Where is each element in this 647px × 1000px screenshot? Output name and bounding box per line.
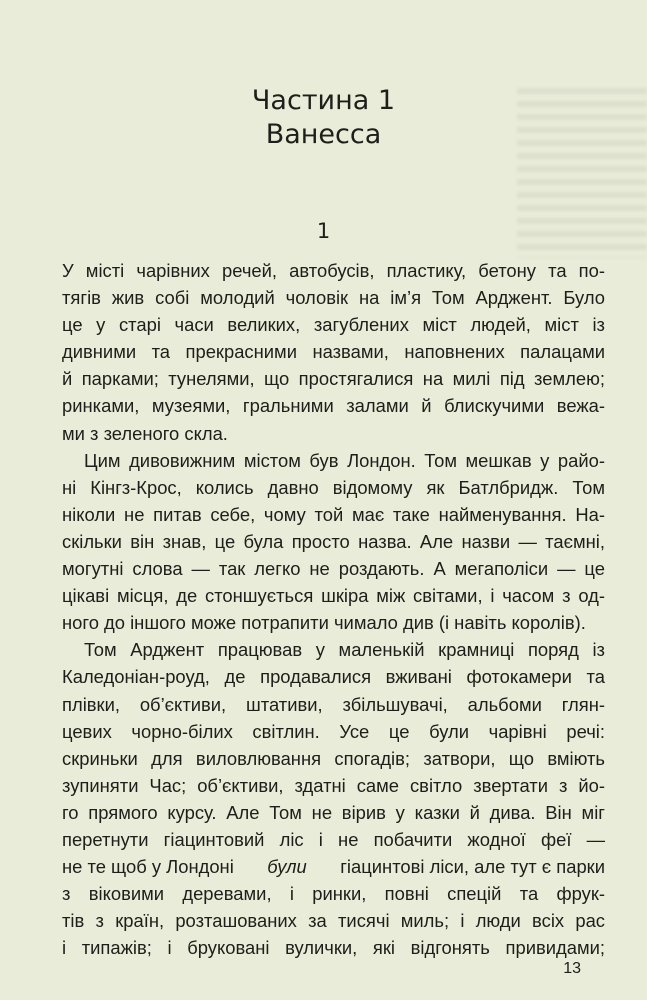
text-line: й парками; тунелями, що простягалися на милі під землею; — [62, 368, 605, 390]
chapter-number: 1 — [316, 219, 331, 243]
text-line: тягів жив собі молодий чоловік на ім’я Том Арджент. Було — [62, 287, 605, 309]
text-line: плівки, об’єктиви, штативи, збільшувачі, альбоми глян- — [62, 693, 605, 715]
text-line: дивними та прекрасними назвами, наповнених палацами — [62, 341, 605, 363]
text-line: цевих чорно-білих світлин. Усе це були чарівні речі: — [62, 720, 605, 742]
text-line: це у старі часи великих, загублених міст людей, міст із — [62, 314, 605, 336]
text-segment: гіацинтові ліси, але тут є парки — [340, 856, 605, 878]
text-line: перетнути гіацинтовий ліс і не побачити жодної феї — — [62, 828, 605, 850]
text-line: ми з зеленого скла. — [62, 422, 228, 444]
text-line: і типажів; і бруковані вулички, які відгонять привидами; — [62, 937, 605, 959]
page-number: 13 — [563, 960, 581, 977]
text-line — [62, 853, 605, 880]
body-text — [62, 257, 605, 961]
text-line: ного до іншого може потрапити чимало див (і навіть королів). — [62, 612, 586, 634]
text-line: тів з країн, розташованих за тисячі миль; і люди всіх рас — [62, 910, 605, 932]
text-line: з віковими деревами, і ринки, повні спецій та фрук- — [62, 883, 605, 905]
text-line: могутні слова — так легко не роздають. А мегаполіси — це — [62, 558, 605, 580]
text-line: ринками, музеями, гральними залами й блискучими вежа- — [62, 395, 605, 417]
text-line: ні Кінгз-Крос, колись давно відомому як Батлбридж. Том — [62, 476, 605, 498]
text-line: скриньки для виловлювання спогадів; затвори, що вміють — [62, 747, 605, 769]
text-line: цікаві місця, де стоншується шкіра між світами, і часом з од- — [62, 585, 605, 607]
text-segment: не те щоб у Лондоні — [62, 856, 234, 878]
part-title: Частина 1 — [251, 85, 396, 116]
part-subtitle: Ванесса — [265, 119, 382, 150]
text-line: зупиняти Час; об’єктиви, здатні саме світло звертати з йо- — [62, 774, 605, 796]
text-line: скільки він знав, це була просто назва. Але назви — таємні, — [62, 530, 605, 552]
text-line: У місті чарівних речей, автобусів, пластику, бетону та по- — [62, 260, 605, 281]
text-line: го прямого курсу. Але Том не вірив у казки й дива. Він міг — [62, 801, 605, 823]
text-line: Том Арджент працював у маленькій крамниці поряд із — [84, 639, 605, 661]
text-line: ніколи не питав себе, чому той має таке найменування. На- — [62, 503, 605, 525]
text-line: Цим дивовижним містом був Лондон. Том мешкав у райо- — [84, 449, 605, 471]
emphasis-text: були — [267, 856, 307, 878]
text-line: Каледоніан-роуд, де продавалися вживані фотокамери та — [62, 666, 605, 688]
